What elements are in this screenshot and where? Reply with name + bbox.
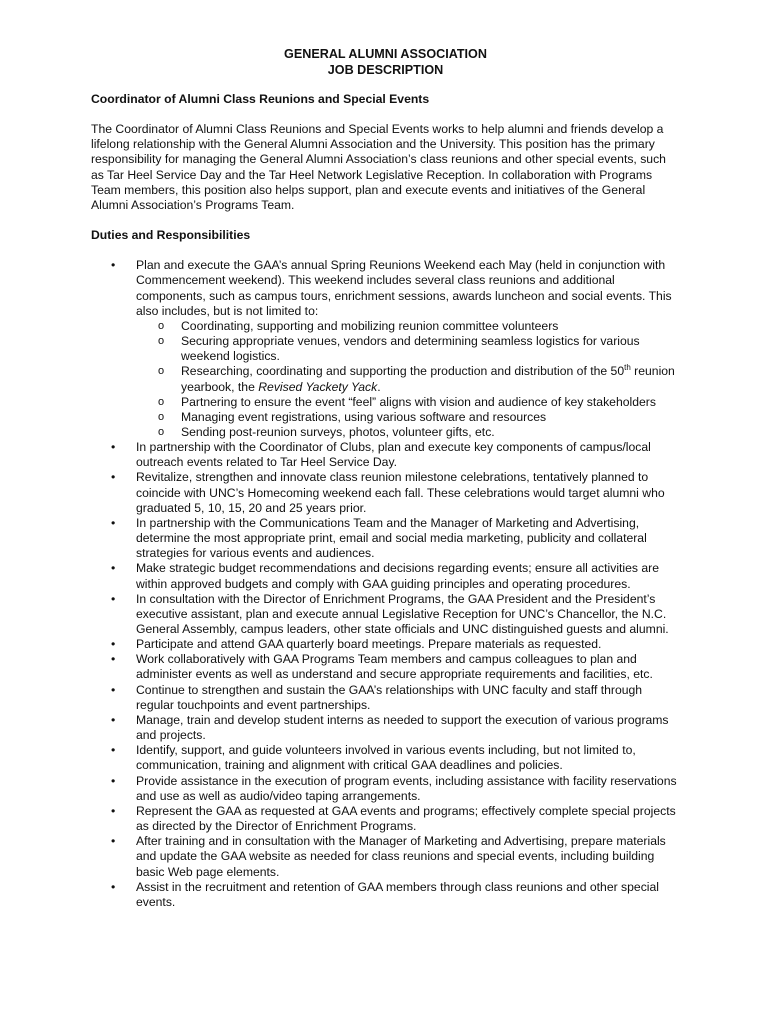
bullet-icon: • bbox=[111, 682, 116, 697]
bullet-icon: • bbox=[111, 258, 116, 273]
doc-type-title: JOB DESCRIPTION bbox=[327, 63, 444, 77]
duty-item bbox=[91, 774, 680, 804]
duty-item bbox=[91, 258, 680, 440]
duty-text: In partnership with the Coordinator of Clubs, plan and execute key components of campus/local outreach events related to Tar Heel Service Day. bbox=[136, 440, 651, 470]
circle-bullet-icon: o bbox=[158, 335, 165, 348]
bullet-icon: • bbox=[111, 591, 116, 606]
bullet-icon: • bbox=[111, 773, 116, 788]
bullet-icon: • bbox=[111, 561, 116, 576]
intro-paragraph: The Coordinator of Alumni Class Reunions and Special Events works to help alumni and friends develop a lifelong relationship with the General Alumni Association and the University. This position has the primary responsibility for managing the General Alumni Association’s class reunions and other special events, such as Tar Heel Service Day and the Tar Heel Network Legislative Reception. In collaboration with Programs Team members, this position also helps support, plan and execute events and initiatives of the General Alumni Association’s Programs Team. bbox=[91, 122, 666, 212]
duty-text: Identify, support, and guide volunteers involved in various events including, but not limited to, communication, training and alignment with critical GAA deadlines and policies. bbox=[136, 743, 636, 773]
duty-text: In partnership with the Communications Team and the Manager of Marketing and Advertising, determine the most appropriate print, email and social media marketing, publicity and collateral strategies for various events and audiences. bbox=[136, 515, 647, 561]
sub-item-text: Partnering to ensure the event “feel” aligns with vision and audience of key stakeholders bbox=[181, 394, 656, 409]
sub-item-text: Coordinating, supporting and mobilizing reunion committee volunteers bbox=[181, 318, 559, 333]
duty-item bbox=[91, 592, 680, 637]
yearbook-name: Revised Yackety Yack bbox=[258, 379, 378, 394]
bullet-icon: • bbox=[111, 834, 116, 849]
duty-text: Plan and execute the GAA’s annual Spring Reunions Weekend each May (held in conjunction with Commencement weekend). This weekend includes several class reunions and additional components, such as campus tours, enrichment sessions, awards luncheon and social events. This also includes, but is not limited to: bbox=[136, 258, 672, 318]
sub-item-text: Managing event registrations, using various software and resources bbox=[181, 409, 547, 424]
yearbook-text-middle: reunion yearbook, the bbox=[181, 364, 675, 394]
duty-text: Work collaboratively with GAA Programs Team members and campus colleagues to plan and administer events as well as understand and secure appropriate requirements and facilities, etc. bbox=[136, 652, 653, 682]
duties-heading: Duties and Responsibilities bbox=[91, 228, 251, 243]
sub-item bbox=[136, 319, 680, 334]
duty-text: In consultation with the Director of Enrichment Programs, the GAA President and the President’s executive assistant, plan and execute annual Legislative Reception for UNC’s Chancellor, the N.C. General Assembly, campus leaders, other state officials and UNC distinguished guests and alumni. bbox=[136, 591, 669, 636]
duty-item bbox=[91, 652, 680, 682]
bullet-icon: • bbox=[111, 743, 116, 758]
sub-item bbox=[136, 334, 680, 364]
circle-bullet-icon: o bbox=[158, 425, 165, 438]
org-title: GENERAL ALUMNI ASSOCIATION bbox=[284, 47, 487, 61]
sub-item-text: Securing appropriate venues, vendors and determining seamless logistics for various weekend logistics. bbox=[181, 334, 640, 364]
duty-text: Assist in the recruitment and retention of GAA members through class reunions and other special events. bbox=[136, 879, 659, 909]
duty-text: Revitalize, strengthen and innovate class reunion milestone celebrations, tentatively planned to coincide with UNC’s Homecoming weekend each fall. These celebrations would target alumni who graduated 5, 10, 15, 20 and 25 years prior. bbox=[136, 470, 665, 515]
bullet-icon: • bbox=[111, 637, 116, 652]
duty-item bbox=[91, 743, 680, 773]
bullet-icon: • bbox=[111, 712, 116, 727]
duty-item bbox=[91, 880, 680, 910]
duty-item bbox=[91, 516, 680, 561]
duty-item bbox=[91, 637, 680, 652]
bullet-icon: • bbox=[111, 440, 116, 455]
bullet-icon: • bbox=[111, 652, 116, 667]
duty-text: Participate and attend GAA quarterly board meetings. Prepare materials as requested. bbox=[136, 637, 602, 652]
ordinal-suffix: th bbox=[624, 363, 631, 373]
duty-item bbox=[91, 470, 680, 515]
sub-item bbox=[136, 364, 680, 394]
duty-item bbox=[91, 804, 680, 834]
duty-text: Represent the GAA as requested at GAA events and programs; effectively complete special projects as directed by the Director of Enrichment Programs. bbox=[136, 803, 676, 834]
bullet-icon: • bbox=[111, 515, 116, 530]
circle-bullet-icon: o bbox=[158, 365, 165, 378]
duty-text: Make strategic budget recommendations and decisions regarding events; ensure all activities are within approved budgets and comply with GAA guiding principles and operating procedures. bbox=[136, 561, 659, 591]
bullet-icon: • bbox=[111, 803, 116, 818]
sub-item-text: Sending post-reunion surveys, photos, volunteer gifts, etc. bbox=[181, 424, 495, 439]
circle-bullet-icon: o bbox=[158, 410, 165, 423]
duty-item bbox=[91, 834, 680, 879]
duty-text: Manage, train and develop student interns as needed to support the execution of various programs and projects. bbox=[136, 712, 669, 743]
sub-item bbox=[136, 410, 680, 425]
circle-bullet-icon: o bbox=[158, 319, 165, 332]
duty-item bbox=[91, 561, 680, 591]
circle-bullet-icon: o bbox=[158, 395, 165, 408]
sub-list bbox=[136, 319, 680, 440]
duties-list bbox=[91, 258, 680, 910]
duty-item bbox=[91, 440, 680, 470]
duty-item bbox=[91, 713, 680, 743]
bullet-icon: • bbox=[111, 879, 116, 894]
duty-text: Continue to strengthen and sustain the GAA’s relationships with UNC faculty and staff through regular touchpoints and event partnerships. bbox=[136, 682, 643, 712]
sub-item bbox=[136, 425, 680, 440]
bullet-icon: • bbox=[111, 470, 116, 485]
sub-item bbox=[136, 395, 680, 410]
yearbook-text-before: Researching, coordinating and supporting the production and distribution of the 50 bbox=[181, 364, 625, 379]
duty-text: Provide assistance in the execution of program events, including assistance with facility reservations and use as well as audio/video taping arrangements. bbox=[136, 773, 677, 803]
position-title: Coordinator of Alumni Class Reunions and Special Events bbox=[91, 92, 430, 106]
yearbook-text-after: . bbox=[377, 379, 381, 394]
duty-text: After training and in consultation with the Manager of Marketing and Advertising, prepare materials and update the GAA website as needed for class reunions and special events, including building basic Web page elements. bbox=[136, 834, 666, 879]
duty-item bbox=[91, 683, 680, 713]
